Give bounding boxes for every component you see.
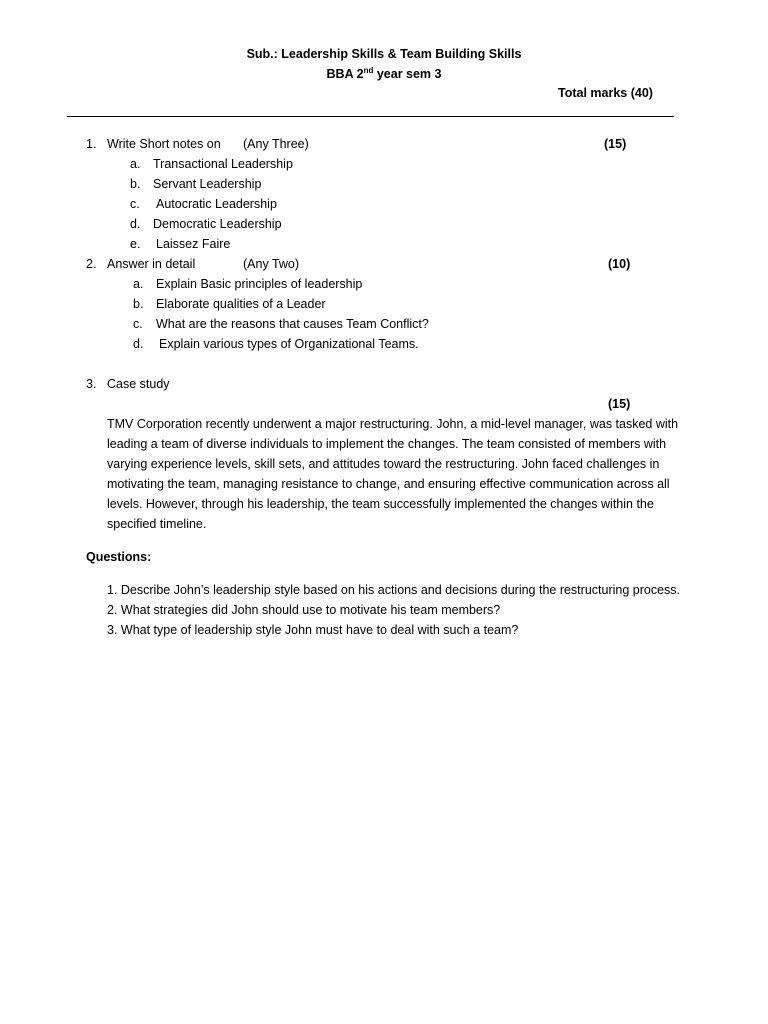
q2-item-letter: d. [133,337,144,351]
questions-heading: Questions: [86,550,152,564]
q2-marks: (10) [608,257,631,271]
q1-item-text: Transactional Leadership [153,157,293,171]
q2-item-letter: b. [133,297,144,311]
q2-item-text: What are the reasons that causes Team Conflict? [156,317,429,331]
q1-item-letter: e. [130,237,141,251]
q1-item-text: Autocratic Leadership [156,197,277,211]
q3-number: 3. [86,377,97,391]
q1-marks: (15) [604,137,627,151]
q1-text: Write Short notes on [107,137,221,151]
q2-item-text: Explain Basic principles of leadership [156,277,363,291]
q2-item-text: Explain various types of Organizational Teams. [159,337,419,351]
subject-title: Sub.: Leadership Skills & Team Building Skills [246,47,522,61]
q2-choice: (Any Two) [243,257,300,271]
case-question: 2. What strategies did John should use to motivate his team members? [107,603,501,617]
class-suffix: year sem 3 [373,67,442,81]
q1-item-text: Laissez Faire [156,237,231,251]
q3-marks: (15) [608,397,631,411]
q2-item-text: Elaborate qualities of a Leader [156,297,326,311]
q1-item-text: Servant Leadership [153,177,262,191]
q1-item-letter: b. [130,177,141,191]
q1-item-letter: d. [130,217,141,231]
case-question: 1. Describe John’s leadership style based on his actions and decisions during the restructuring process. [107,583,681,597]
q2-text: Answer in detail [107,257,196,271]
class-superscript: nd [363,66,374,75]
case-question: 3. What type of leadership style John must have to deal with such a team? [107,623,519,637]
q1-item-letter: a. [130,157,141,171]
case-study-paragraph: TMV Corporation recently underwent a major restructuring. John, a mid-level manager, was tasked with leading a team of diverse individuals to implement the changes. The team consisted of members with varying experience levels, skill sets, and attitudes toward the restructuring. John faced challenges in motivating the team, managing resistance to change, and ensuring effective communication across all levels. However, through his leadership, the team successfully implemented the changes within the specified timeline. [107,417,679,531]
q2-number: 2. [86,257,97,271]
class-line [0,67,768,81]
header-divider [67,116,674,117]
q1-item-text: Democratic Leadership [153,217,282,231]
total-marks: Total marks (40) [558,86,653,100]
q1-number: 1. [86,137,97,151]
q2-item-letter: c. [133,317,143,331]
q2-item-letter: a. [133,277,144,291]
class-prefix: BBA 2 [326,67,364,81]
q1-choice: (Any Three) [243,137,309,151]
q3-text: Case study [107,377,170,391]
q1-item-letter: c. [130,197,140,211]
